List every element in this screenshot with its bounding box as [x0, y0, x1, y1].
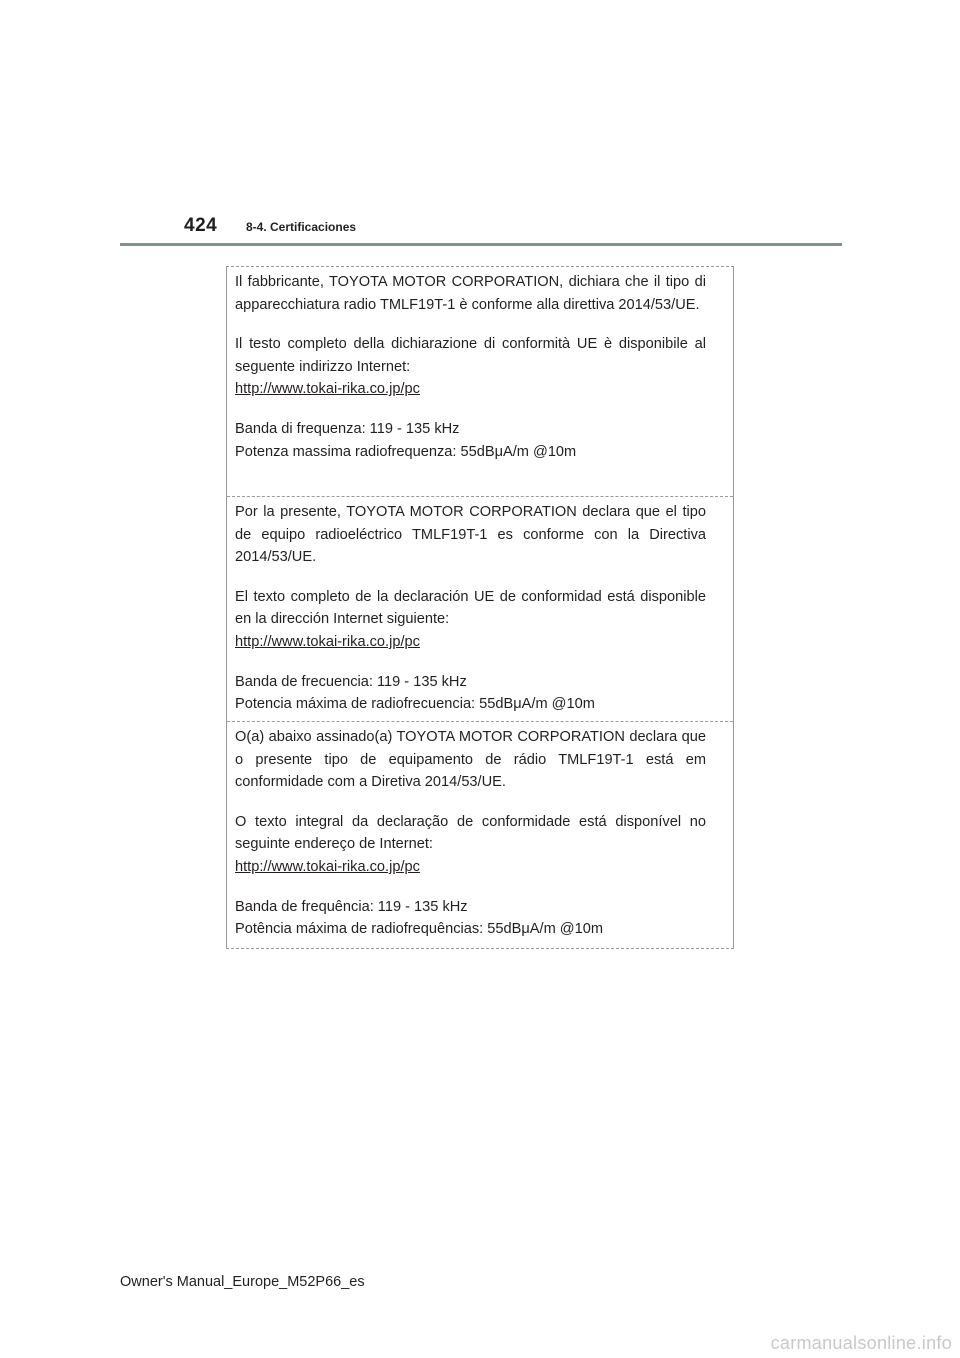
specs-paragraph — [235, 896, 706, 941]
cert-section-italian — [227, 271, 733, 463]
specs-paragraph — [235, 418, 706, 463]
conformity-text: O texto integral da declaração de conformidade está disponível no seguinte endereço de Internet: — [235, 813, 706, 853]
header-rule — [120, 243, 842, 246]
certification-box — [226, 266, 734, 949]
page-number: 424 — [184, 215, 218, 236]
declaration-paragraph: Por la presente, TOYOTA MOTOR CORPORATION declara que el tipo de equipo radioeléctrico TMLF19T-1 es conforme con la Directiva 2014/53/UE. — [235, 504, 706, 566]
conformity-text-paragraph — [235, 586, 706, 654]
cert-section-spanish — [227, 496, 733, 716]
max-power: Potenza massima radiofrequenza: 55dBμA/m @10m — [235, 443, 577, 460]
max-power: Potencia máxima de radiofrecuencia: 55dBμA/m @10m — [235, 696, 595, 713]
conformity-link[interactable]: http://www.tokai-rika.co.jp/pc — [235, 633, 420, 650]
declaration-paragraph: O(a) abaixo assinado(a) TOYOTA MOTOR CORPORATION declara que o presente tipo de equipamento de rádio TMLF19T-1 está em conformidade com a Diretiva 2014/53/UE. — [235, 729, 706, 791]
conformity-text-paragraph — [235, 333, 706, 401]
frequency-band: Banda de frecuencia: 119 - 135 kHz — [235, 673, 467, 690]
frequency-band: Banda di frequenza: 119 - 135 kHz — [235, 420, 460, 437]
declaration-paragraph: Il fabbricante, TOYOTA MOTOR CORPORATION, dichiara che il tipo di apparecchiatura radio TMLF19T-1 è conforme alla direttiva 2014/53/UE. — [235, 274, 706, 313]
section-title: 8-4. Certificaciones — [246, 220, 357, 234]
conformity-text-paragraph — [235, 811, 706, 879]
cert-section-portuguese — [227, 721, 733, 941]
footer-text: Owner's Manual_Europe_M52P66_es — [120, 1274, 365, 1290]
conformity-text: El texto completo de la declaración UE de conformidad está disponible en la dirección Internet siguiente: — [235, 588, 706, 628]
specs-paragraph — [235, 671, 706, 716]
frequency-band: Banda de frequência: 119 - 135 kHz — [235, 898, 468, 915]
max-power: Potência máxima de radiofrequências: 55dBμA/m @10m — [235, 921, 603, 938]
conformity-text: Il testo completo della dichiarazione di conformità UE è disponibile al seguente indirizzo Internet: — [235, 336, 706, 375]
conformity-link[interactable]: http://www.tokai-rika.co.jp/pc — [235, 858, 420, 875]
conformity-link[interactable]: http://www.tokai-rika.co.jp/pc — [235, 381, 420, 398]
watermark: carmanualsonline.info — [770, 1333, 952, 1353]
